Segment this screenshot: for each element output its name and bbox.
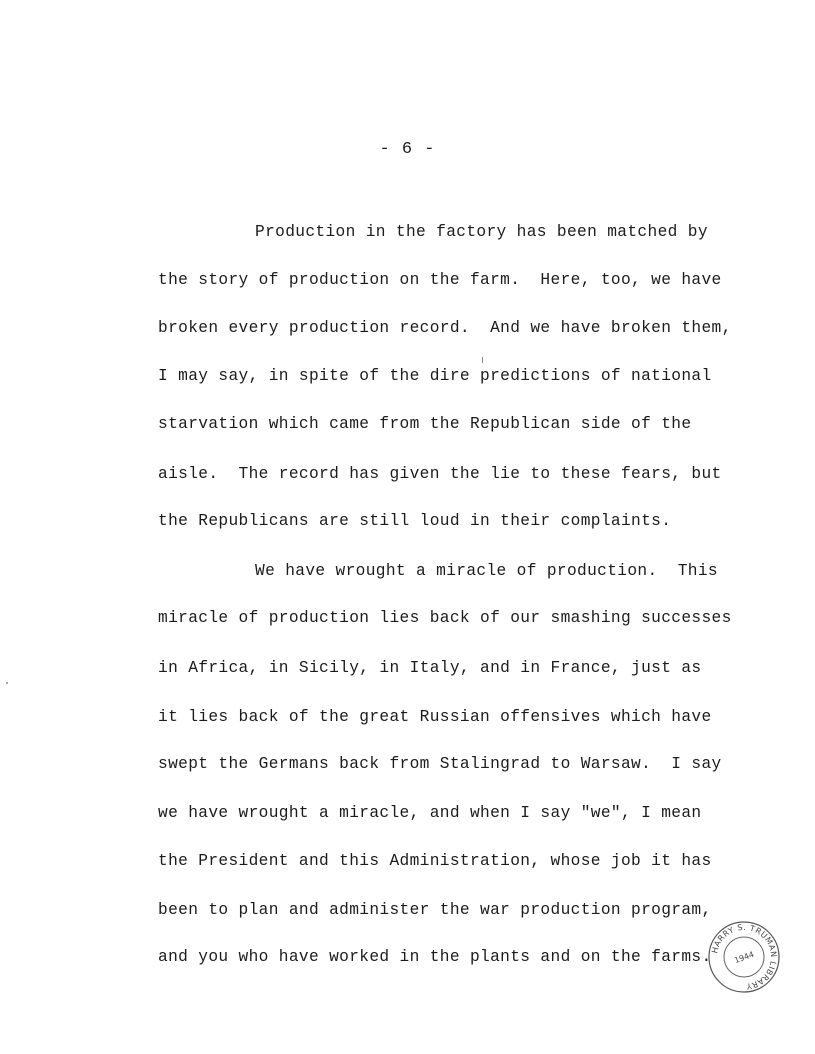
page-number: - 6 - — [379, 140, 436, 159]
paragraph-1-line-4: I may say, in spite of the dire predictions of national — [158, 367, 712, 385]
paragraph-2-line-2: miracle of production lies back of our smashing successes — [158, 609, 732, 627]
paragraph-2-line-7: the President and this Administration, whose job it has — [158, 852, 712, 870]
paragraph-1-line-5: starvation which came from the Republican side of the — [158, 415, 692, 433]
paragraph-2-line-9: and you who have worked in the plants and on the farms. — [158, 948, 712, 966]
paragraph-1-line-3: broken every production record. And we have broken them, — [158, 319, 732, 337]
paragraph-2-line-8: been to plan and administer the war production program, — [158, 901, 712, 919]
paragraph-1-line-6: aisle. The record has given the lie to these fears, but — [158, 465, 722, 483]
paragraph-2-line-6: we have wrought a miracle, and when I say "we", I mean — [158, 804, 702, 822]
paragraph-2-line-4: it lies back of the great Russian offensives which have — [158, 708, 712, 726]
paragraph-1-line-2: the story of production on the farm. Here, too, we have — [158, 271, 722, 289]
paragraph-2-line-1: We have wrought a miracle of production. This — [255, 562, 718, 580]
scan-mark — [482, 357, 483, 363]
svg-text:HARRY S. TRUMAN LIBRARY: HARRY S. TRUMAN LIBRARY — [710, 922, 779, 991]
paragraph-1-line-1: Production in the factory has been matched by — [255, 223, 708, 241]
svg-text:1944: 1944 — [733, 949, 756, 966]
paragraph-2-line-5: swept the Germans back from Stalingrad to Warsaw. I say — [158, 755, 722, 773]
scan-speck — [6, 682, 8, 684]
paragraph-2-line-3: in Africa, in Sicily, in Italy, and in France, just as — [158, 659, 702, 677]
library-stamp-icon — [706, 919, 782, 995]
paragraph-1-line-7: the Republicans are still loud in their complaints. — [158, 512, 672, 530]
